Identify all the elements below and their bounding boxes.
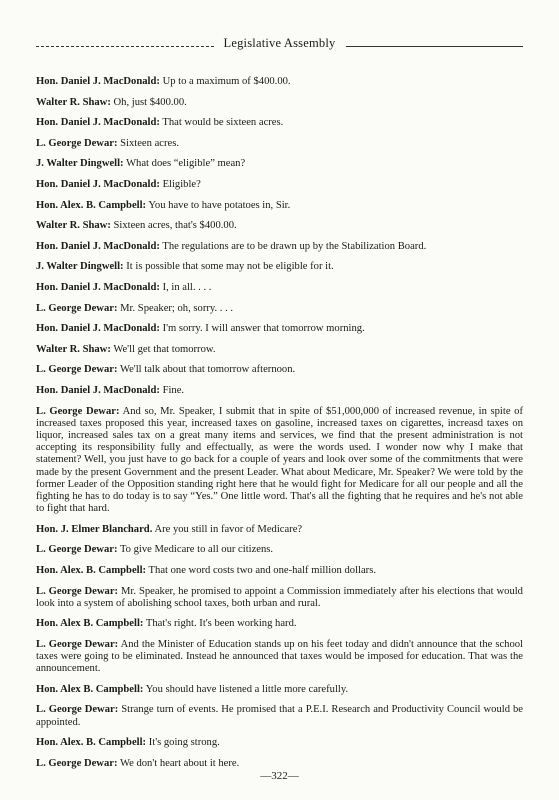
speech-paragraph bbox=[36, 544, 523, 556]
speech-paragraph bbox=[36, 385, 523, 397]
speaker-name: Hon. Daniel J. MacDonald: bbox=[36, 240, 160, 252]
speech-paragraph bbox=[36, 303, 523, 315]
speech-paragraph bbox=[36, 179, 523, 191]
speaker-name: Hon. Daniel J. MacDonald: bbox=[36, 76, 160, 87]
speaker-name: J. Walter Dingwell: bbox=[36, 261, 124, 273]
speech-text: Up to a maximum of $400.00. bbox=[162, 76, 291, 87]
speaker-name: Hon. Alex. B. Campbell: bbox=[36, 737, 147, 749]
speech-paragraph bbox=[36, 241, 523, 253]
page-header bbox=[36, 36, 523, 51]
speaker-name: Hon. J. Elmer Blanchard. bbox=[36, 523, 153, 535]
speech-text: Fine. bbox=[162, 384, 185, 396]
speaker-name: J. Walter Dingwell: bbox=[36, 158, 124, 170]
page-number: —322— bbox=[260, 770, 299, 782]
speech-paragraph bbox=[36, 138, 523, 150]
speaker-name: L. George Dewar: bbox=[36, 757, 118, 769]
speaker-name: L. George Dewar: bbox=[36, 137, 118, 149]
speech-text: It's going strong. bbox=[148, 737, 220, 749]
speech-text: I, in all. . . . bbox=[162, 281, 212, 293]
header-rule-left bbox=[36, 46, 214, 47]
speech-paragraph bbox=[36, 639, 523, 676]
running-title: Legislative Assembly bbox=[223, 36, 336, 50]
speech-text: Eligible? bbox=[162, 178, 201, 190]
speaker-name: L. George Dewar: bbox=[36, 585, 119, 597]
speech-paragraph bbox=[36, 364, 523, 376]
speaker-name: Hon. Daniel J. MacDonald: bbox=[36, 281, 160, 293]
speech-paragraph bbox=[36, 406, 523, 516]
speech-text: It is possible that some may not be eligible for it. bbox=[126, 261, 334, 273]
speech-paragraph bbox=[36, 220, 523, 232]
speaker-name: Hon. Daniel J. MacDonald: bbox=[36, 117, 160, 129]
speaker-name: L. George Dewar: bbox=[36, 544, 118, 556]
speech-text: I'm sorry. I will answer that tomorrow morning. bbox=[162, 323, 365, 335]
speaker-name: L. George Dewar: bbox=[36, 704, 119, 716]
speech-text: You have to have potatoes in, Sir. bbox=[148, 199, 291, 211]
speech-paragraph bbox=[36, 565, 523, 577]
speech-paragraph bbox=[36, 323, 523, 335]
speaker-name: Hon. Daniel J. MacDonald: bbox=[36, 384, 160, 396]
speech-paragraph bbox=[36, 737, 523, 749]
speech-text: Strange turn of events. He promised that a P.E.I. Research and Productivity Council would be appointed. bbox=[36, 704, 524, 728]
speaker-name: Walter R. Shaw: bbox=[36, 96, 111, 108]
speech-paragraph bbox=[36, 200, 523, 212]
speech-text: Mr. Speaker, he promised to appoint a Commission immediately after his elections that would look into a system of abolishing school taxes, both urban and rural. bbox=[36, 585, 523, 609]
speech-paragraph bbox=[36, 758, 523, 770]
speech-paragraph bbox=[36, 261, 523, 273]
speaker-name: L. George Dewar: bbox=[36, 638, 119, 650]
speech-paragraph bbox=[36, 524, 523, 536]
speaker-name: Hon. Alex. B. Campbell: bbox=[36, 199, 147, 211]
speaker-name: Walter R. Shaw: bbox=[36, 343, 111, 355]
speaker-name: L. George Dewar: bbox=[36, 364, 118, 376]
header-rule-right bbox=[346, 46, 524, 47]
speech-text: We'll talk about that tomorrow afternoon. bbox=[119, 364, 296, 376]
speech-text: That's right. It's been working hard. bbox=[145, 618, 297, 630]
speaker-name: Hon. Alex. B. Campbell: bbox=[36, 564, 147, 576]
speech-paragraph bbox=[36, 618, 523, 630]
speech-paragraph bbox=[36, 158, 523, 170]
speech-paragraph bbox=[36, 684, 523, 696]
speech-paragraph bbox=[36, 282, 523, 294]
speech-text: And so, Mr. Speaker, I submit that in spite of $51,000,000 of increased revenue, in spite of increased taxes proposed this year, increased taxes on gasoline, increased taxes on cigarettes, increasd taxes on liquor, increased sales tax on a great many items and services, we find that the present administration is not accepting its responsibility fully and effectually, as were the words used. I wonder now why I make that statement? Well, you just have to go back for a couple of years and look over some of the commitments that were made by the present Government and the present Leader. What about Medicare, Mr. Speaker? We were told by the former Leader of the Opposition standing right here that he would fight for Medicare for all our people and all the fighting he has to do today is to say “Yes.” One little word. That's all the fighting that he requires and he's not able to fight that hard. bbox=[36, 405, 523, 515]
speech-text: You should have listened a little more carefully. bbox=[145, 683, 349, 695]
speech-text: Mr. Speaker; oh, sorry. . . . bbox=[120, 302, 234, 314]
speech-text: Oh, just $400.00. bbox=[113, 96, 187, 108]
speech-text: Sixteen acres. bbox=[120, 137, 179, 149]
speech-paragraph bbox=[36, 344, 523, 356]
speech-text: That would be sixteen acres. bbox=[162, 117, 284, 129]
speech-text: Sixteen acres, that's $400.00. bbox=[113, 220, 237, 232]
speaker-name: L. George Dewar: bbox=[36, 302, 118, 314]
speech-text: We'll get that tomorrow. bbox=[113, 343, 216, 355]
speech-paragraph bbox=[36, 117, 523, 129]
speech-paragraph bbox=[36, 704, 523, 728]
speech-text: To give Medicare to all our citizens. bbox=[119, 544, 274, 556]
speech-text: Are you still in favor of Medicare? bbox=[154, 523, 303, 535]
speech-paragraph bbox=[36, 97, 523, 109]
speaker-name: Hon. Alex B. Campbell: bbox=[36, 683, 144, 695]
speaker-name: L. George Dewar: bbox=[36, 405, 120, 417]
speaker-name: Hon. Daniel J. MacDonald: bbox=[36, 323, 160, 335]
transcript-body bbox=[36, 76, 523, 778]
speech-text: That one word costs two and one-half million dollars. bbox=[148, 564, 376, 576]
speech-text: The regulations are to be drawn up by the Stabilization Board. bbox=[162, 240, 427, 252]
speaker-name: Hon. Daniel J. MacDonald: bbox=[36, 178, 160, 190]
speech-text: And the Minister of Education stands up on his feet today and didn't announce that the school taxes were going to be eliminated. Instead he announced that taxes would be imposed for education. That was the announcement. bbox=[36, 638, 523, 675]
speaker-name: Hon. Alex B. Campbell: bbox=[36, 618, 144, 630]
speaker-name: Walter R. Shaw: bbox=[36, 220, 111, 232]
speech-paragraph bbox=[36, 76, 523, 88]
speech-text: We don't heart about it here. bbox=[119, 757, 240, 769]
speech-text: What does “eligible” mean? bbox=[126, 158, 246, 170]
speech-paragraph bbox=[36, 586, 523, 610]
